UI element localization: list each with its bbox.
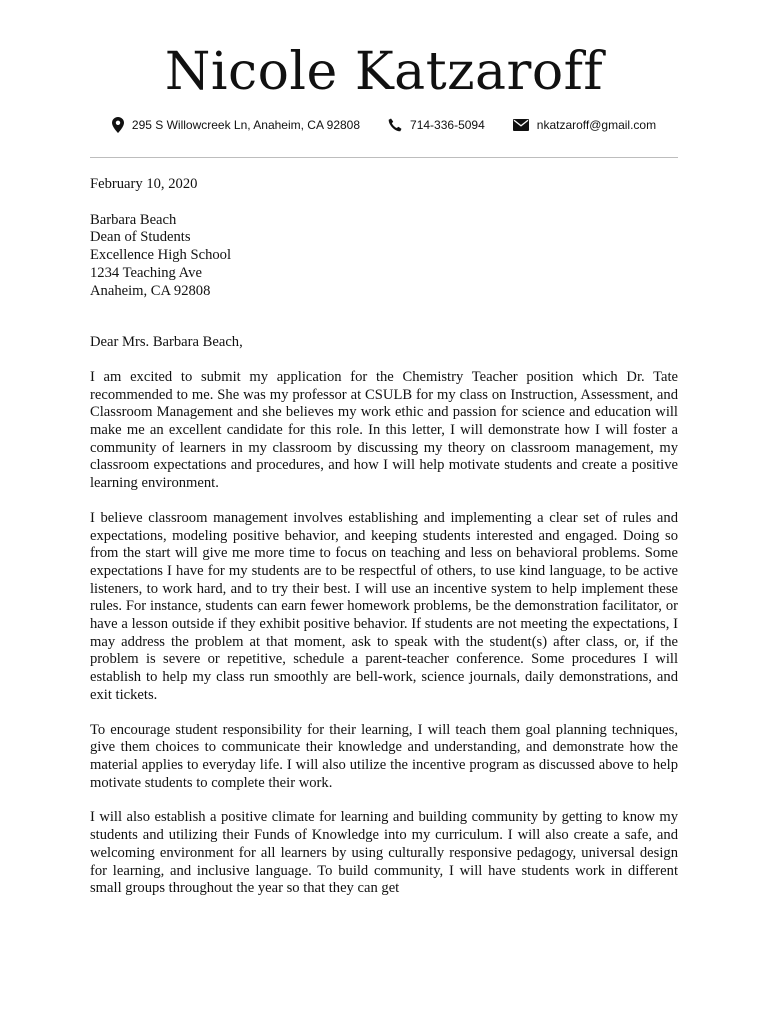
contact-phone [388, 118, 485, 132]
recipient-name: Barbara Beach [90, 211, 177, 228]
letter-body [90, 176, 678, 915]
contact-bar [0, 117, 768, 133]
paragraph-responsibility: To encourage student responsibility for their learning, I will teach them goal planning techniques, give them choices to communicate their knowledge and understanding, and demonstrate how the material applies to everyday life. I will also utilize the incentive program as discussed above to help motivate students to complete their work. [90, 721, 678, 791]
recipient-organization: Excellence High School [90, 247, 232, 264]
paragraph-community: I will also establish a positive climate for learning and building community by getting to know my students and utilizing their Funds of Knowledge into my curriculum. I will also create a safe, and welcoming environment for all learners by using culturally responsive pedagogy, universal design for learning, and inclusive language. To build community, I will have students work in different small groups throughout the year so that they can get [90, 809, 678, 897]
paragraph-intro: I am excited to submit my application for the Chemistry Teacher position which Dr. Tate recommended to me. She was my professor at CSULB for my class on Instruction, Assessment, and Classroom Management and she believes my work ethic and passion for science and education will make me an excellent candidate for this role. In this letter, I will demonstrate how I will foster a community of learners in my classroom by discussing my theory on classroom management, my classroom expectations and procedures, and how I will help motivate students and create a positive learning environment. [90, 368, 678, 492]
recipient-address-block [90, 212, 678, 301]
recipient-street: 1234 Teaching Ave [90, 264, 202, 281]
phone-text: 714-336-5094 [410, 118, 485, 132]
location-pin-icon [112, 117, 132, 133]
header-divider [90, 157, 678, 158]
email-text: nkatzaroff@gmail.com [536, 118, 657, 132]
address-text: 295 S Willowcreek Ln, Anaheim, CA 92808 [131, 118, 361, 132]
applicant-name: Nicole Katzaroff [164, 42, 604, 102]
recipient-city: Anaheim, CA 92808 [90, 282, 211, 299]
recipient-title: Dean of Students [90, 229, 191, 246]
phone-icon [388, 118, 410, 132]
paragraph-classroom-management: I believe classroom management involves establishing and implementing a clear set of rules and expectations, modeling positive behavior, and keeping students interested and engaged. Doing so from the start will give me more time to focus on teaching and less on behavioral problems. Some expectations I have for my students are to be respectful of others, to use kind language, to be active listeners, to work hard, and to try their best. I will use an incentive system to help implement these rules. For instance, students can earn fewer homework problems, be the demonstration facilitator, or have a lesson outside if they exhibit positive behavior. If students are not meeting the expectations, I may address the problem at that moment, ask to speak with the student(s) after class, or, if the problem is severe or repetitive, schedule a parent-teacher conference. Some procedures I will establish to help my class run smoothly are bell-work, science journals, daily demonstrations, and exit tickets. [90, 509, 678, 703]
contact-address [112, 117, 360, 133]
contact-email [513, 118, 656, 132]
letter-date: February 10, 2020 [90, 176, 198, 192]
envelope-icon [513, 119, 537, 131]
salutation: Dear Mrs. Barbara Beach, [90, 334, 243, 351]
